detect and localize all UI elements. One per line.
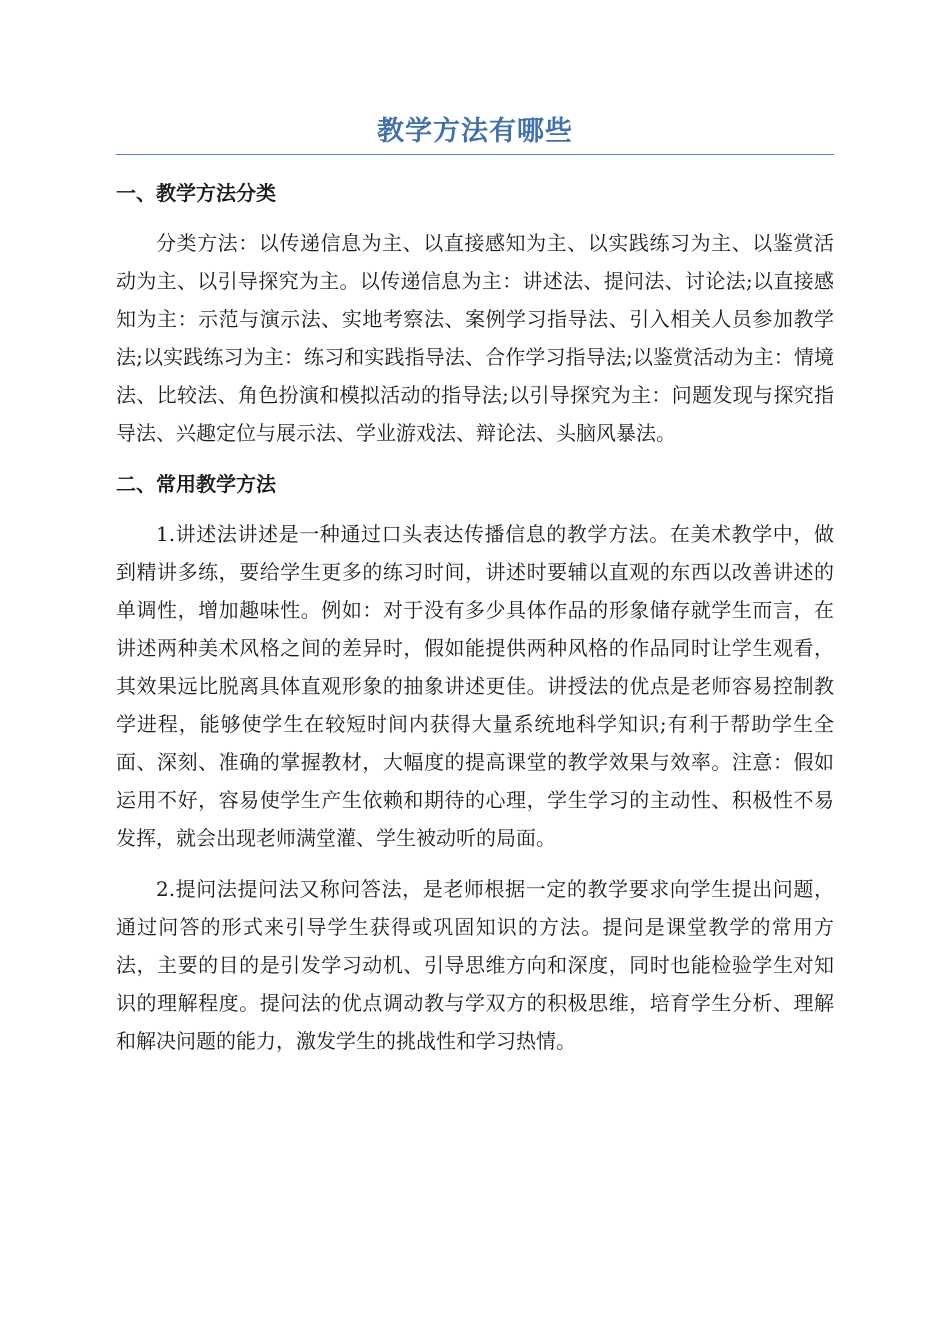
paragraph-lecture-method: 1.讲述法讲述是一种通过口头表达传播信息的教学方法。在美术教学中，做到精讲多练，要给学生更多的练习时间，讲述时要辅以直观的东西以改善讲述的单调性，增加趣味性。例如：对于没有多少具体作品的形象储存就学生而言，在讲述两种美术风格之间的差异时，假如能提供两种风格的作品同时让学生观看，其效果远比脱离具体直观形象的抽象讲述更佳。讲授法的优点是老师容易控制教学进程，能够使学生在较短时间内获得大量系统地科学知识;有利于帮助学生全面、深刻、准确的掌握教材，大幅度的提高课堂的教学效果与效率。注意：假如运用不好，容易使学生产生依赖和期待的心理，学生学习的主动性、积极性不易发挥，就会出现老师满堂灌、学生被动听的局面。 <box>116 522 834 850</box>
paragraph-questioning-method: 2.提问法提问法又称问答法，是老师根据一定的教学要求向学生提出问题，通过问答的形式来引导学生获得或巩固知识的方法。提问是课堂教学的常用方法，主要的目的是引发学习动机、引导思维方向和深度，同时也能检验学生对知识的理解程度。提问法的优点调动教与学双方的积极思维，培育学生分析、理解和解决问题的能力，激发学生的挑战性和学习热情。 <box>116 877 834 1053</box>
document-body <box>116 174 834 1060</box>
page-title: 教学方法有哪些 <box>377 116 573 147</box>
section-heading-classification: 一、教学方法分类 <box>116 181 276 205</box>
section-heading-common-methods: 二、常用教学方法 <box>116 472 276 496</box>
title-underline <box>116 154 834 155</box>
paragraph-classification: 分类方法：以传递信息为主、以直接感知为主、以实践练习为主、以鉴赏活动为主、以引导探究为主。以传递信息为主：讲述法、提问法、讨论法;以直接感知为主：示范与演示法、实地考察法、案例学习指导法、引入相关人员参加教学法;以实践练习为主：练习和实践指导法、合作学习指导法;以鉴赏活动为主：情境法、比较法、角色扮演和模拟活动的指导法;以引导探究为主：问题发现与探究指导法、兴趣定位与展示法、学业游戏法、辩论法、头脑风暴法。 <box>116 231 834 445</box>
